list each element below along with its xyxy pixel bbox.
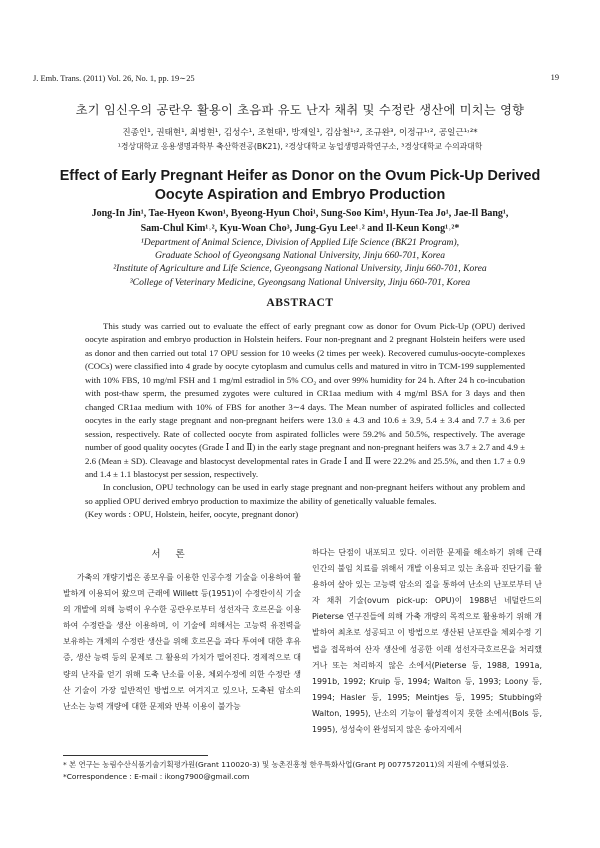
affiliation-1-line-1: ¹Department of Animal Science, Division of Applied Life Science (BK21 Program), xyxy=(140,237,460,248)
korean-authors: 진종인¹, 권태현¹, 최병현¹, 김성수¹, 조현태¹, 방재일¹, 김삼철¹˒², 조규완³, 이정규¹˒², 공일근¹˒²* xyxy=(122,128,478,138)
korean-affiliations: ¹경상대학교 응용생명과학부 축산학전공(BK21), ²경상대학교 농업생명과학연구소, ³경상대학교 수의과대학 xyxy=(117,142,483,151)
intro-left-column xyxy=(63,570,301,715)
intro-right-text: 하다는 단점이 내포되고 있다. 이러한 문제를 해소하기 위해 근래 인간의 불임 치료를 위해서 개발 이용되고 있는 초음파 진단기를 활용하여 살아 있는 고능력 암소의 질을 통하여 난소의 난포로부터 난자 채취 기술(ovum pick-up: OPU)이 1988년 네덜란드의 Pieterse 연구진들에 의해 가축 개량의 목적으로 활용하기 위해 개발하여 최초로 성공되고 이 방법으로 생산된 난포란을 체외수정 기법을 접목하여 산자 생산에 성공한 이래 성선자극호르몬을 처리했거나 또는 처리하지 않은 소에서(Pieterse 등, 1988, 1991a, 1991b, 1992; Kruip 등, 1994; Walton 등, 1993; Loony 등, 1994; Hasler 등, 1995; Meintjes 등, 1995; Stubbing와 Walton, 1995), 난소의 기능이 활성적이지 못한 소에서(Bols 등, 1995), 성성숙이 완성되지 않은 송아지에서 xyxy=(312,548,542,735)
affiliation-1-line-2: Graduate School of Gyeongsang National University, Jinju 660-701, Korea xyxy=(154,250,446,262)
abstract-heading: ABSTRACT xyxy=(266,296,334,309)
keywords: (Key words : OPU, Holstein, heifer, oocyte, pregnant donor) xyxy=(85,509,299,520)
affiliation-3: ³College of Veterinary Medicine, Gyeongsang National University, Jinju 660-701, Korea xyxy=(129,276,471,288)
english-title xyxy=(40,167,560,205)
intro-right-column xyxy=(312,545,542,738)
english-affiliations xyxy=(90,236,510,289)
affiliation-2: ²Institute of Agriculture and Life Science, Gyeongsang National University, Jinju 660-701, Korea xyxy=(113,263,487,275)
page-number: 19 xyxy=(550,73,559,82)
funding-footnote: * 본 연구는 농림수산식품기술기획평가원(Grant 110020-3) 및 농촌진흥청 한우특화사업(Grant PJ 0077572011)의 지원에 수행되었음. xyxy=(63,760,509,769)
english-title-line-1: Effect of Early Pregnant Heifer as Donor on the Ovum Pick-Up Derived xyxy=(59,168,541,184)
english-authors-line-2: Sam-Chul Kim¹˒², Kyu-Woan Cho³, Jung-Gyu Lee¹˒² and Il-Keun Kong¹˒²* xyxy=(140,222,460,234)
abstract-body xyxy=(85,320,525,522)
journal-header: J. Emb. Trans. (2011) Vol. 26, No. 1, pp. 19∼25 xyxy=(33,74,195,83)
abstract-paragraph-1: This study was carried out to evaluate the effect of early pregnant cow as donor for Ovum Pick-Up (OPU) derived oocyte aspiration and embryo production in Holstein heifers. Four non-pregnant and 2 pregnant Holstein heifers were used as donor and then carried out total 17 OPU session for 10 weeks (2 times per week). Recovered cumulus-oocyte-complexes (COCs) were classified into 4 grade by oocyte cytoplasm and cumulus cells and matured in vitro in TCM-199 supplemented with 10% FBS, 10 mg/ml FSH and 1 mg/ml estradiol in 5% CO₂ and over 99% humidity for 24 h. After 24 h co-incubation with post-thaw sperm, the presumed zygotes were cultured in CR1aa medium with 4 mg/ml BSA for 3 days and then changed CR1aa medium with 10% of FBS for another 3∼4 days. The Mean number of aspirated follicles and collected oocytes in the early stage pregnant and non-pregnant heifers were 13.0 ± 4.3 and 10.6 ± 3.9, 5.4 ± 3.4 and 7.7 ± 3.6 per session, respectively. Rate of collected oocyte from aspirated follicles were 59.2% and 50.5%, respectively. The average number of good quality oocytes (Grade Ⅰ and Ⅱ) in the early stage pregnant and non-pregnant heifers was 3.7 ± 2.7 and 4.9 ± 2.6 (Mean ± SD). Cleavage and blastocyst developmental rates in Grade Ⅰ and Ⅱ were 22.2% and 25.5%, and then 1.7 ± 0.9 and 1.4 ± 1.1 blastocyst per session, respectively. xyxy=(85,321,525,479)
english-title-line-2: Oocyte Aspiration and Embryo Production xyxy=(154,187,446,203)
correspondence-footnote: *Correspondence : E-mail : ikong7900@gmail.com xyxy=(63,772,250,781)
intro-heading: 서 론 xyxy=(151,549,191,560)
korean-title: 초기 임신우의 공란우 활용이 초음파 유도 난자 채취 및 수정란 생산에 미치는 영향 xyxy=(75,103,525,117)
intro-left-text: 가축의 개량기법은 종모우를 이용한 인공수정 기술을 이용하여 활발하게 이용되어 왔으며 근래에 Willett 등(1951)이 수정란이식 기술의 개발에 의해 능력이 우수한 공란우로부터 성선자극 호르몬을 이용하여 수정란을 생산 이용하며, 이 기술에 의해서는 고능력 유전력을 보유하는 개체의 수정란 생산을 위해 호르몬을 과다 투여에 대한 후유증, 생산 능력 등의 문제로 그 활용의 가치가 떨어진다. 경제적으로 대량의 난자를 얻기 위해 도축 난소를 이용, 체외수정에 의한 수정란 생산 기술이 가장 일반적인 방법으로 여겨지고 있으나, 도축된 암소의 난소는 능력 개량에 대한 문제와 반복 이용이 불가능 xyxy=(63,573,301,711)
english-authors-line-1: Jong-In Jin¹, Tae-Hyeon Kwon¹, Byeong-Hyun Choi¹, Sung-Soo Kim¹, Hyun-Tea Jo¹, Jae-Il Bang¹, xyxy=(91,208,509,219)
footnote-divider xyxy=(63,755,208,756)
abstract-paragraph-2: In conclusion, OPU technology can be used in early stage pregnant and non-pregnant heifers without any problem and so applied OPU derived embryo production to maximize the ability of genetically valuable females. xyxy=(85,482,525,506)
english-authors xyxy=(60,207,540,236)
